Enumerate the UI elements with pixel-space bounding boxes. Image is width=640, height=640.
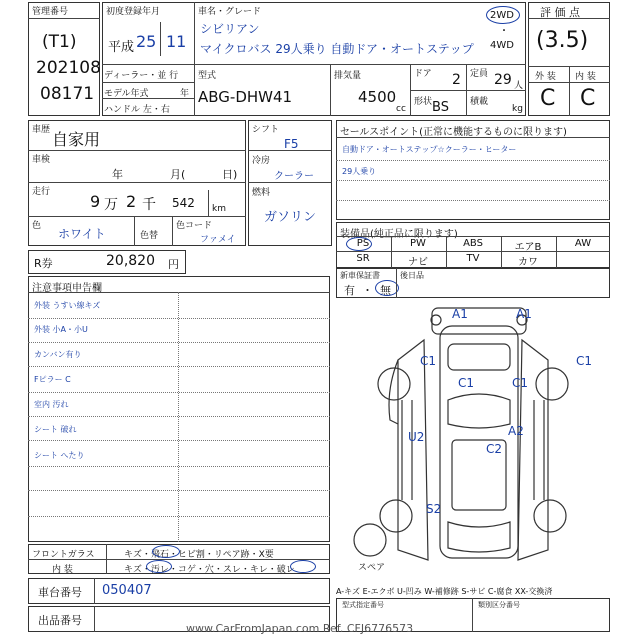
damage-c1-center-right: C1 (512, 376, 529, 390)
shift-label: シフト (252, 125, 280, 135)
warranty-no: 無 (380, 284, 391, 297)
shaken-y: 年 (112, 168, 123, 181)
history-label: 車歴 (32, 125, 51, 135)
equip-ps-circle (346, 237, 372, 251)
equip-tv: TV (466, 253, 480, 264)
interior-text: キズ・汚レ・コゲ・穴・スレ・キレ・破レ (124, 565, 295, 575)
capacity-unit: 人 (514, 81, 524, 91)
model-designation-label: 型式指定番号 (342, 601, 384, 609)
first-reg-era: 平成 (108, 40, 135, 55)
load-label: 積載 (470, 97, 489, 107)
equip-pw: PW (410, 238, 426, 249)
model-year-label: モデル年式 (104, 89, 149, 99)
glass-text: キズ・飛石・ヒビ割・リペア跡・X要 (124, 550, 274, 560)
int-score: C (580, 86, 596, 111)
note-item: カンバン有り (34, 350, 82, 359)
ac-label: 冷房 (252, 156, 271, 166)
dealer-label: ディーラー・並 行 (104, 71, 179, 81)
warranty-yes: 有 (344, 284, 355, 297)
interior-tear-circle (290, 560, 316, 573)
shaken-label: 車検 (32, 155, 51, 165)
equip-navi: ナビ (408, 257, 428, 268)
first-reg-year: 25 (136, 32, 157, 51)
score-value: (3.5) (536, 28, 589, 53)
load-unit: kg (512, 104, 523, 114)
damage-s2: S2 (426, 502, 442, 516)
note-item: 外装 小A・小U (34, 325, 88, 334)
manual-label: 後日品 (400, 271, 424, 280)
equipment-label: 装備品(純正品に限ります) (340, 229, 458, 240)
sales-line2: 29人乗り (342, 167, 377, 176)
note-item: シート へたり (34, 451, 85, 460)
shaken-d: 日) (222, 168, 238, 181)
ext-score: C (540, 86, 556, 111)
mileage-v3: 542 (172, 196, 195, 210)
bus-diagram (336, 300, 610, 580)
footer-watermark: www.CarFromJapan.com Ref. CFJ6776573 (186, 622, 414, 635)
first-reg-label: 初度登録年月 (106, 7, 161, 17)
notes-label: 注意事項申告欄 (32, 283, 102, 294)
damage-a2: A2 (508, 424, 524, 438)
equip-leather: カワ (518, 257, 538, 268)
glass-chip-circle (152, 545, 180, 558)
capacity-label: 定員 (470, 69, 489, 79)
displacement-value: 4500 (358, 88, 397, 106)
spare-tire (354, 524, 386, 556)
mgmt-line1: (T1) (42, 32, 77, 52)
color-code-label: 色コード (176, 221, 213, 231)
fuel-value: ガソリン (264, 210, 317, 225)
damage-c1-left: C1 (420, 354, 437, 368)
displacement-unit: cc (396, 104, 406, 114)
equip-ps: PS (356, 238, 370, 249)
model-label: 型式 (198, 71, 217, 81)
note-item: Fピラー C (34, 375, 71, 384)
color-code-value: ファメイ (200, 235, 236, 245)
capacity-value: 29 (494, 72, 512, 88)
category-label: 類別区分番号 (478, 601, 520, 609)
model-year-unit: 年 (180, 89, 190, 99)
damage-c1-center-left: C1 (458, 376, 475, 390)
interior-dirt-circle (146, 560, 172, 573)
int-label: 内 装 (575, 72, 596, 82)
recycle-unit: 円 (168, 258, 179, 271)
doors-label: ドア (414, 69, 432, 79)
car-name-line1: シビリアン (200, 22, 260, 36)
warranty-sep: ・ (362, 284, 373, 297)
sales-line1: 自動ドア・オートステップ☆クーラー・ヒーター (342, 145, 517, 154)
doors-value: 2 (452, 72, 461, 88)
equip-airbag: エアB (514, 242, 542, 253)
car-name-label: 車名・グレード (198, 7, 262, 17)
shape-label: 形状 (414, 97, 433, 107)
warranty-label: 新車保証書 (340, 271, 380, 280)
damage-c2: C2 (486, 442, 503, 456)
drive-sep: ・ (499, 26, 509, 37)
recycle-label: R券 (34, 257, 53, 270)
mileage-u1: 万 (104, 197, 118, 213)
shift-value: F5 (284, 137, 299, 151)
car-name-line2: マイクロバス 29人乗り 自動ドア・オートステップ (200, 42, 474, 56)
mileage-label: 走行 (32, 187, 51, 197)
shape-value: BS (432, 100, 449, 115)
seal-label: 出品番号 (38, 614, 82, 627)
note-item: 室内 汚れ (34, 400, 69, 409)
body-front-view (432, 308, 526, 334)
drive-2wd: 2WD (490, 10, 514, 21)
mileage-unit: km (212, 204, 226, 214)
mgmt-label: 管理番号 (32, 7, 69, 17)
mgmt-line2: 202108 (36, 58, 101, 78)
damage-c1-right: C1 (576, 354, 593, 368)
equip-sr: SR (356, 253, 370, 264)
mileage-v1: 9 (90, 192, 101, 211)
mgmt-line3: 08171 (40, 84, 95, 104)
notes-box (28, 276, 330, 542)
recycle-value: 20,820 (106, 253, 155, 269)
ac-value: クーラー (274, 171, 314, 182)
damage-u2: U2 (408, 430, 425, 444)
shaken-m: 月( (170, 168, 186, 181)
handle-label: ハンドル 左・右 (104, 105, 170, 115)
interior-label: 内 装 (52, 565, 73, 575)
chassis-value: 050407 (102, 583, 152, 598)
damage-a1-right: A1 (516, 307, 532, 321)
color-value: ホワイト (58, 227, 106, 241)
equip-abs: ABS (463, 238, 483, 249)
chassis-label: 車台番号 (38, 586, 82, 599)
note-item: 外装 うすい線キズ (34, 301, 101, 310)
drive-4wd: 4WD (490, 40, 514, 51)
first-reg-month: 11 (166, 32, 187, 51)
mileage-u2: 千 (142, 197, 156, 213)
color-label: 色 (32, 221, 42, 231)
note-item: シート 破れ (34, 425, 77, 434)
score-label: 評 価 点 (540, 6, 580, 19)
displacement-label: 排気量 (334, 71, 362, 81)
history-value: 自家用 (52, 130, 101, 149)
equip-aw: AW (574, 238, 592, 249)
model-value: ABG-DHW41 (198, 88, 293, 106)
sales-label: セールスポイント(正常に機能するものに限ります) (340, 127, 567, 138)
color-change-label: 色替 (140, 231, 159, 241)
damage-a1-left: A1 (452, 307, 468, 321)
fuel-label: 燃料 (252, 188, 271, 198)
ext-label: 外 装 (535, 72, 556, 82)
mileage-v2: 2 (126, 192, 137, 211)
spare-label: スペア (358, 563, 386, 573)
damage-legend: A-キズ E-エクボ U-凹み W-補修跡 S-サビ C-腐食 XX-交換済 (336, 587, 553, 596)
glass-label: フロントガラス (32, 550, 95, 560)
